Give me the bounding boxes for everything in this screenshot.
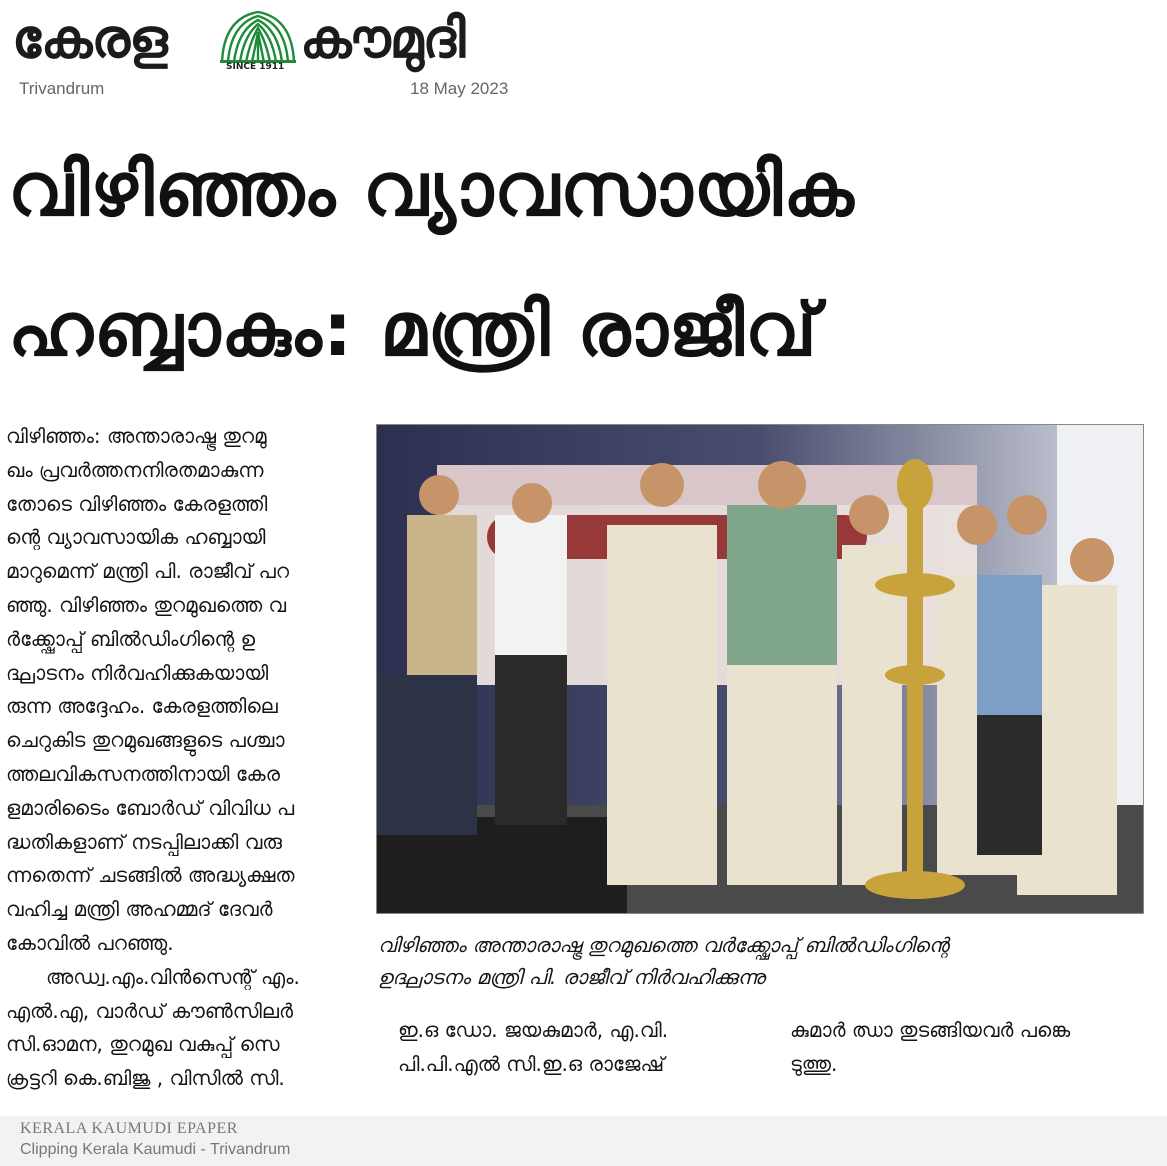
edition-label: Trivandrum xyxy=(19,79,105,98)
epaper-footer xyxy=(0,1116,1167,1166)
continuation-column-1 xyxy=(398,1013,668,1081)
photo-caption-line-1: വിഴിഞ്ഞം അന്താരാഷ്ട്ര തുറമുഖത്തെ വർക്ക്ഷോപ്പ് ബിൽഡിംഗിന്റെ xyxy=(378,933,949,957)
news-photo xyxy=(376,424,1144,914)
body-line: സി.ഓമന, തുറമുഖ വകുപ്പ് സെ xyxy=(6,1032,280,1057)
footer-title: KERALA KAUMUDI EPAPER xyxy=(20,1120,238,1137)
body-line: ന്നതെന്ന് ചടങ്ങിൽ അദ്ധ്യക്ഷത xyxy=(6,863,295,888)
masthead xyxy=(10,2,530,80)
body-line: ദ്ധതികളാണ് നടപ്പിലാക്കി വരു xyxy=(6,829,282,854)
footer-clipping-source: Clipping Kerala Kaumudi - Trivandrum xyxy=(20,1141,291,1158)
body-line: ത്തലവികസനത്തിനായി കേര xyxy=(6,761,280,786)
headline-line-1: വിഴിഞ്ഞം വ്യാവസായിക xyxy=(8,147,855,233)
body-line: ക്രട്ടറി കെ.ബിജു , വിസിൽ സി. xyxy=(6,1066,285,1091)
headline-line-2: ഹബ്ബാകും: മന്ത്രി രാജീവ് xyxy=(8,287,818,373)
body-line: ഖം പ്രവർത്തനനിരതമാകുന്ന xyxy=(6,457,264,482)
body-line: അഡ്വ.എം.വിൻസെന്റ് എം. xyxy=(46,964,300,989)
body-line: രുന്ന അദ്ദേഹം. കേരളത്തിലെ xyxy=(6,694,278,719)
body-line: ളമാരിടൈം ബോർഡ് വിവിധ പ xyxy=(6,795,295,820)
masthead-name-left: കേരള xyxy=(12,7,167,70)
body-line: മാറുമെന്ന് മന്ത്രി പി. രാജീവ് പറ xyxy=(6,559,290,584)
body-line: ഞ്ഞു. വിഴിഞ്ഞം തുറമുഖത്തെ വ xyxy=(6,592,287,617)
continuation-line: ടുത്തു. xyxy=(790,1052,838,1076)
photo-illustration xyxy=(377,425,1143,913)
continuation-line: കുമാർ ഝാ തുടങ്ങിയവർ പങ്കെ xyxy=(790,1018,1071,1042)
continuation-column-2 xyxy=(790,1013,1070,1081)
body-line: വഹിച്ച മന്ത്രി അഹമ്മദ് ദേവർ xyxy=(6,897,273,922)
body-line: എൽ.എ, വാർഡ് കൗൺസിലർ xyxy=(6,998,293,1023)
since-label: SINCE 1911 xyxy=(226,62,285,72)
body-line: ദ്ഘാടനം നിർവഹിക്കുകയായി xyxy=(6,660,269,685)
body-line: ന്റെ വ്യാവസായിക ഹബ്ബായി xyxy=(6,525,266,550)
body-line: കോവിൽ പറഞ്ഞു. xyxy=(6,930,174,955)
body-line: തോടെ വിഴിഞ്ഞം കേരളത്തി xyxy=(6,491,268,516)
masthead-name-right: കൗമുദി xyxy=(300,7,465,70)
continuation-line: ഇ.ഒ ഡോ. ജയകുമാർ, എ.വി. xyxy=(398,1018,669,1042)
article-body-column xyxy=(6,420,362,1096)
body-line: ചെറുകിട തുറമുഖങ്ങളുടെ പശ്ചാ xyxy=(6,728,285,753)
photo-caption-line-2: ഉദ്ഘാടനം മന്ത്രി പി. രാജീവ് നിർവഹിക്കുന്നു xyxy=(378,965,765,989)
publication-date: 18 May 2023 xyxy=(410,79,509,98)
body-line: ർക്ക്ഷോപ്പ് ബിൽഡിംഗിന്റെ ഉ xyxy=(6,626,256,651)
continuation-line: പി.പി.എൽ സി.ഇ.ഒ രാജേഷ് xyxy=(398,1052,665,1076)
body-line: വിഴിഞ്ഞം: അന്താരാഷ്ട്ര തുറമു xyxy=(6,424,267,448)
